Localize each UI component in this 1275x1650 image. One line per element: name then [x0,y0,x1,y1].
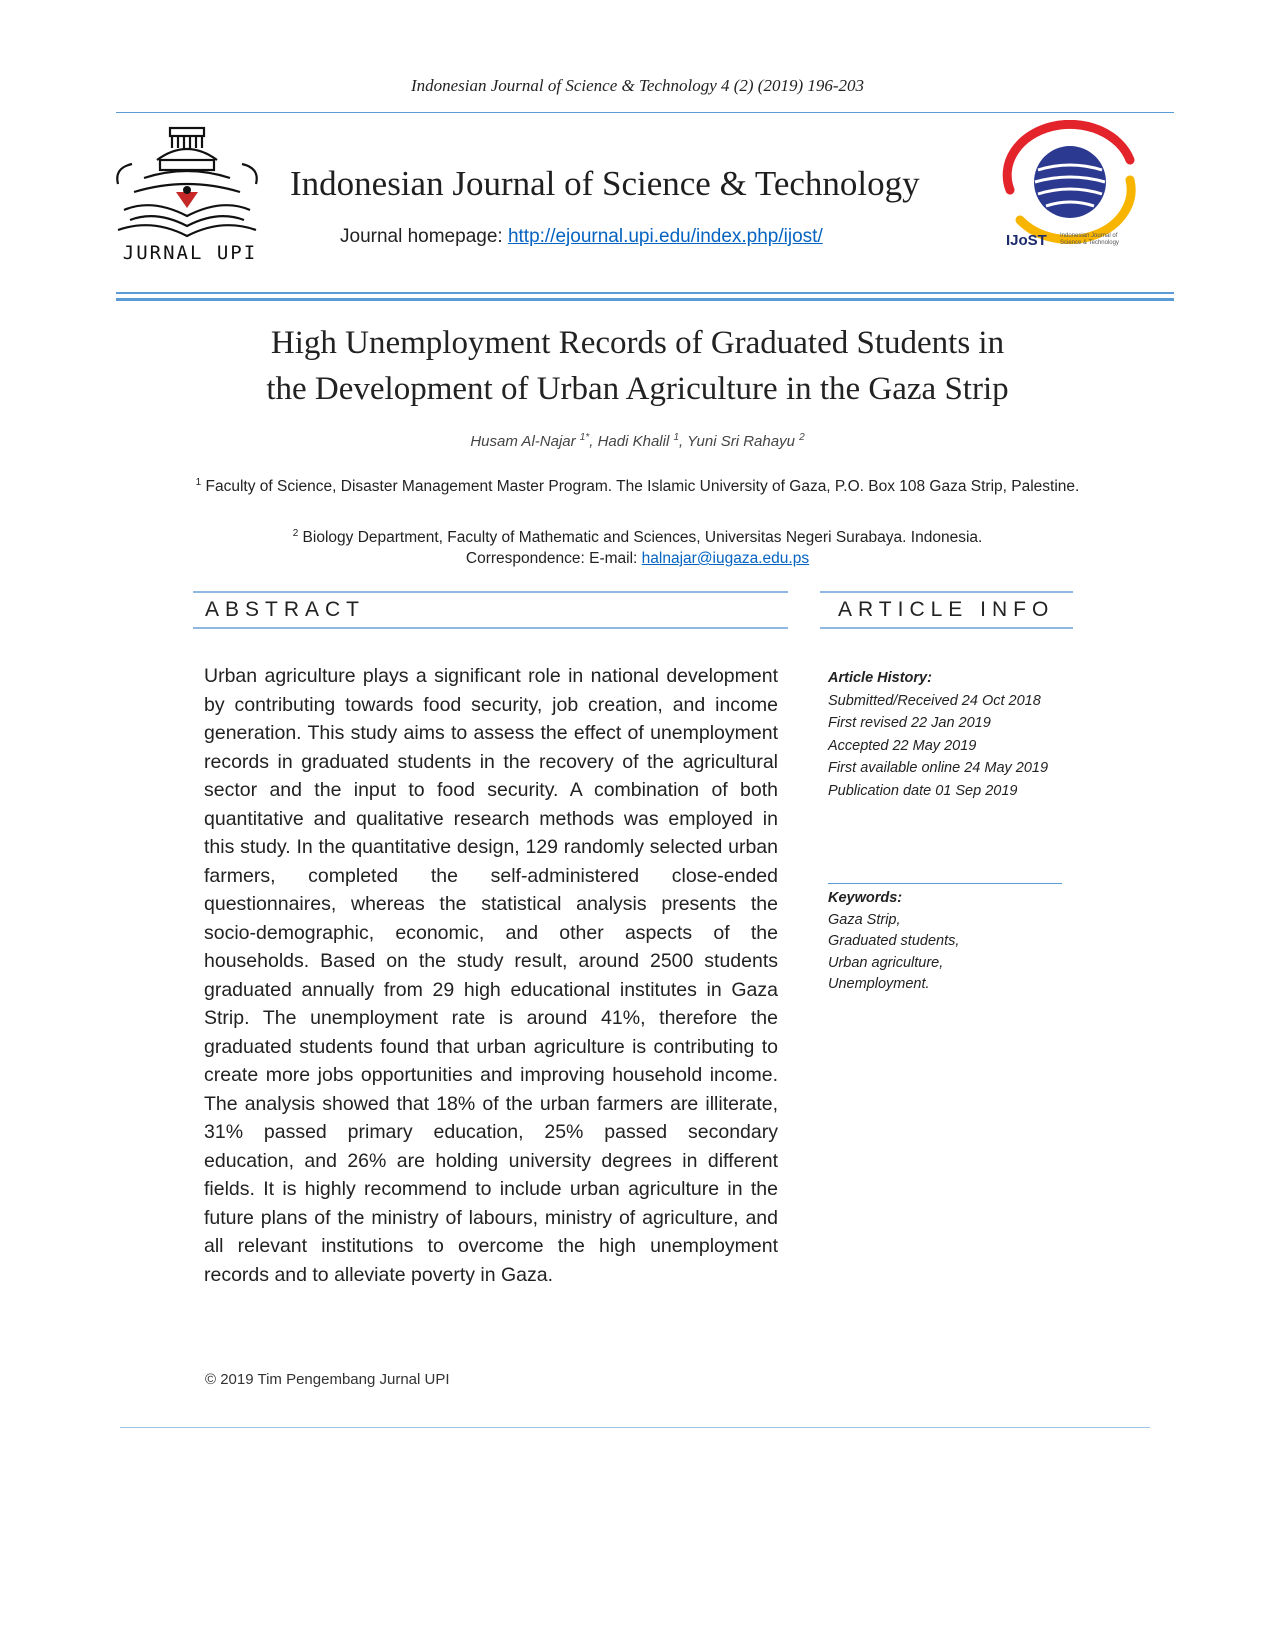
author-affiliation-mark: 2 [799,432,805,443]
author-affiliation-mark: 1 [673,432,680,443]
copyright-notice: © 2019 Tim Pengembang Jurnal UPI [205,1371,450,1388]
abstract-heading-bottom-rule [193,627,788,629]
article-info-heading: ARTICLE INFO [838,598,1055,621]
correspondence-email-link[interactable]: halnajar@iugaza.edu.ps [641,550,810,567]
keywords [828,888,959,996]
header-bottom-rule-thick [116,298,1174,301]
footer-rule [120,1427,1150,1428]
journal-homepage [340,226,823,248]
jurnal-upi-logo-text: JURNAL UPI [122,242,258,264]
article-title-line-2: the Development of Urban Agriculture in the Gaza Strip [266,371,1009,407]
history-item: Submitted/Received 24 Oct 2018 [828,692,1041,709]
abstract-heading-top-rule [193,591,788,593]
history-item: Publication date 01 Sep 2019 [828,782,1018,799]
article-history [828,667,1048,802]
header-bottom-rule-thin [116,292,1174,294]
affiliation-text: Faculty of Science, Disaster Management Master Program. The Islamic University of Gaza, P.O. Box 108 Gaza Strip, Palestine. [201,478,1080,496]
author-name: Husam Al-Najar [470,433,580,450]
homepage-label: Journal homepage: [340,226,508,247]
history-item: First revised 22 Jan 2019 [828,715,991,731]
article-title [160,320,1115,412]
ijost-logo-subtitle: Indonesian Journal of Science & Technology [1060,233,1119,246]
keyword-item: Graduated students, [828,933,960,949]
keywords-label: Keywords: [828,890,903,906]
article-info-heading-bottom-rule [820,627,1073,629]
author-separator: , [679,433,688,450]
homepage-link[interactable]: http://ejournal.upi.edu/index.php/ijost/ [507,226,823,247]
affiliation-1 [195,470,1080,499]
ijost-logo-abbrev: IJoST [1006,232,1047,249]
header-top-rule [116,112,1174,113]
article-title-line-1: High Unemployment Records of Graduated Students in [270,325,1005,361]
abstract-heading: ABSTRACT [205,598,366,621]
keyword-item: Urban agriculture, [828,954,944,971]
history-item: Accepted 22 May 2019 [828,737,977,754]
author-name: Yuni Sri Rahayu [687,433,800,450]
ijost-logo [990,120,1150,250]
article-info-divider [828,883,1062,884]
abstract-text: Urban agriculture plays a significant role in national development by contributing towards food security, job creation, and income generation. This study aims to assess the effect of unemployment records in graduated students in the recovery of the agricultural sector and the input to food security. A combination of both quantitative and qualitative research methods was employed in this study. In the quantitative design, 129 randomly selected urban farmers, completed the self-administered close-ended questionnaires, whereas the statistical analysis presents the socio-demographic, economic, and other aspects of the households. Based on the study result, around 2500 students graduated annually from 29 high educational institutes in Gaza Strip. The unemployment rate is around 41%, therefore the graduated students found that urban agriculture is contributing to create more jobs opportunities and improving household income. The analysis showed that 18% of the urban farmers are illiterate, 31% passed primary education, 25% passed secondary education, and 26% are holding university degrees in different fields. It is highly recommend to include urban agriculture in the future plans of the ministry of labours, ministry of agriculture, and all relevant institutions to overcome the high unemployment records and to alleviate poverty in Gaza. [204,665,778,1286]
author-name: Hadi Khalil [597,433,674,450]
keyword-item: Unemployment. [828,976,930,992]
keyword-item: Gaza Strip, [828,911,901,928]
correspondence-label: Correspondence: E-mail: [465,550,642,567]
running-head: Indonesian Journal of Science & Technology 4 (2) (2019) 196-203 [410,76,865,95]
affiliation-mark: 2 [292,528,299,539]
author-separator: , [589,433,598,450]
affiliation-mark: 1 [195,477,202,488]
history-item: First available online 24 May 2019 [828,760,1049,776]
journal-title: Indonesian Journal of Science & Technology [290,164,920,203]
article-info-heading-top-rule [820,591,1073,593]
author-list [0,432,1275,450]
author-affiliation-mark: 1* [579,432,590,443]
affiliation-text: Biology Department, Faculty of Mathematic and Sciences, Universitas Negeri Surabaya. Indonesia. [298,529,983,547]
article-history-label: Article History: [828,670,932,686]
correspondence [195,546,1080,571]
